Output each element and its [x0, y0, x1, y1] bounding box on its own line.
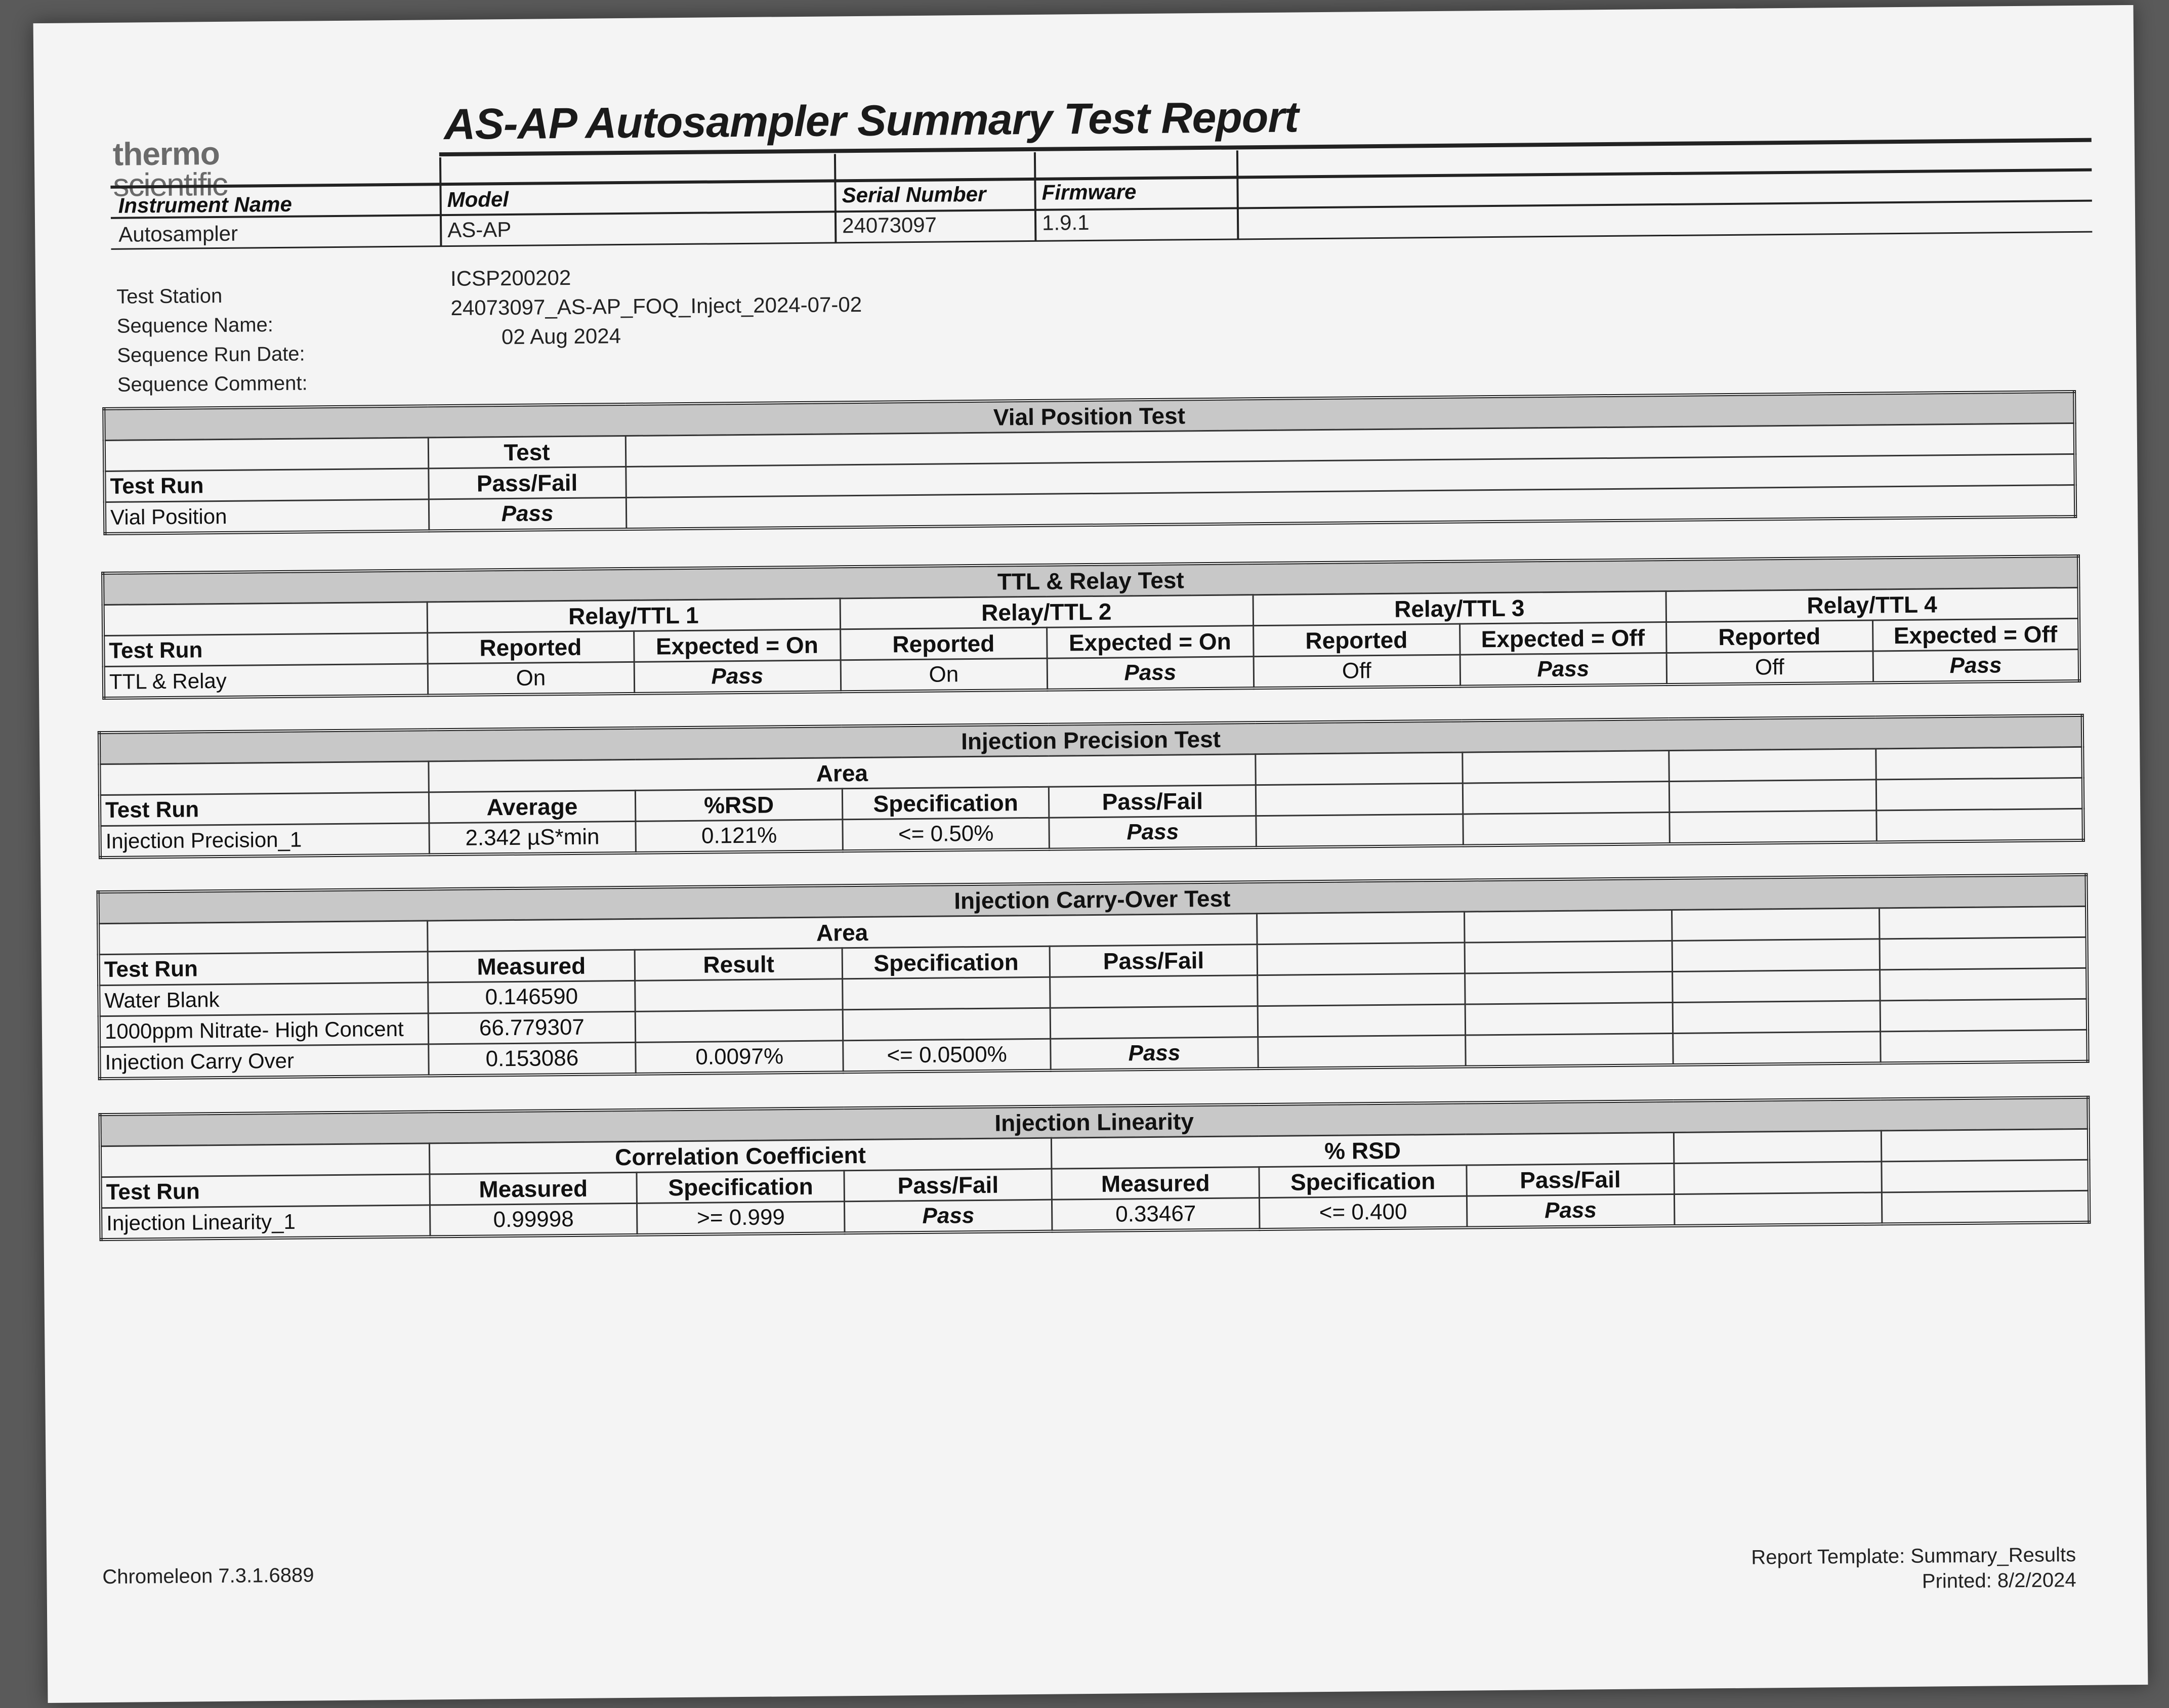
carryover-empty-col: [1258, 1035, 1466, 1069]
header-divider-2: [834, 154, 837, 243]
vial-row-name: Vial Position: [105, 499, 429, 534]
thermo-scientific-logo: [112, 135, 228, 203]
carryover-empty-col: [1672, 908, 1879, 941]
carryover-header-measured: Measured: [428, 950, 635, 983]
carryover-empty-col: [1672, 939, 1880, 972]
ttl-sub-8: Expected = Off: [1872, 618, 2079, 651]
ttl-cell-4: Pass: [1047, 657, 1254, 690]
carryover-header-testrun: Test Run: [99, 952, 428, 986]
precision-row-rsd: 0.121%: [636, 820, 843, 853]
ttl-row-name: TTL & Relay: [104, 664, 428, 698]
carryover-row-spec: [843, 977, 1050, 1010]
carryover-row-name: Injection Carry Over: [99, 1044, 429, 1079]
ttl-sub-3: Reported: [840, 627, 1047, 660]
linearity-sub-4: Measured: [1052, 1167, 1259, 1200]
carryover-empty-col: [1880, 968, 2087, 1001]
linearity-empty-col: [1882, 1190, 2089, 1224]
carryover-row-passfail: [1050, 1006, 1258, 1039]
ttl-cell-7: Off: [1666, 651, 1873, 685]
ttl-sub-6: Expected = Off: [1459, 622, 1666, 655]
carryover-header-blank: [98, 921, 428, 955]
ttl-header-testrun: Test Run: [103, 633, 428, 667]
sequence-run-date-value: 02 Aug 2024: [501, 324, 621, 349]
logo-line2: scientific: [113, 165, 228, 203]
carryover-row-result: 0.0097%: [636, 1041, 843, 1074]
linearity-sub-1: Measured: [429, 1172, 637, 1205]
carryover-empty-col: [1673, 1001, 1880, 1034]
carryover-empty-col: [1880, 999, 2088, 1032]
carryover-empty-col: [1465, 1002, 1673, 1035]
sequence-name-value: 24073097_AS-AP_FOQ_Inject_2024-07-02: [450, 292, 862, 320]
carryover-header-passfail: Pass/Fail: [1050, 945, 1257, 977]
sequence-name-label: Sequence Name:: [116, 314, 274, 337]
header-divider-3: [1034, 152, 1037, 241]
ttl-group-2: Relay/TTL 2: [840, 595, 1254, 629]
linearity-group-corr: Correlation Coefficient: [429, 1138, 1052, 1174]
report-page: [33, 5, 2148, 1703]
test-station-value: ICSP200202: [450, 265, 571, 290]
printed-date: Printed: 8/2/2024: [1922, 1569, 2076, 1593]
carryover-empty-col: [1879, 906, 2087, 939]
ttl-header-blank: [103, 602, 428, 636]
ttl-cell-6: Pass: [1460, 653, 1667, 687]
precision-empty-col: [1256, 814, 1463, 847]
ttl-section-title: TTL & Relay Test: [103, 556, 2078, 605]
precision-row-average: 2.342 µS*min: [429, 821, 636, 855]
carryover-section-title: Injection Carry-Over Test: [98, 875, 2087, 924]
carryover-empty-col: [1880, 937, 2087, 970]
linearity-empty-col: [1674, 1192, 1882, 1226]
linearity-sub-6: Pass/Fail: [1467, 1163, 1674, 1196]
vial-header-test: Test: [428, 436, 626, 468]
carryover-row-measured: 66.779307: [428, 1011, 636, 1044]
precision-empty-col: [1462, 751, 1669, 784]
model-value: AS-AP: [447, 217, 512, 242]
linearity-sub-3: Pass/Fail: [844, 1169, 1052, 1202]
linearity-section-title: Injection Linearity: [100, 1097, 2088, 1146]
ttl-sub-1: Reported: [427, 631, 634, 664]
carryover-empty-col: [1257, 943, 1465, 975]
precision-header-rsd: %RSD: [635, 789, 842, 822]
ttl-cell-1: On: [428, 662, 635, 695]
carryover-empty-col: [1673, 1032, 1880, 1065]
precision-header-average: Average: [429, 790, 636, 823]
carryover-empty-col: [1464, 910, 1672, 943]
firmware-value: 1.9.1: [1041, 210, 1090, 235]
model-label: Model: [447, 187, 509, 212]
precision-header-passfail: Pass/Fail: [1049, 785, 1256, 818]
precision-empty-col: [1670, 780, 1876, 813]
injection-linearity-table: [98, 1096, 2091, 1241]
carryover-area-header: Area: [427, 914, 1257, 952]
report-title: AS-AP Autosampler Summary Test Report: [443, 93, 1299, 149]
firmware-label: Firmware: [1041, 180, 1137, 204]
vial-header-testrun: Test Run: [104, 468, 429, 502]
ttl-sub-7: Reported: [1666, 620, 1873, 653]
linearity-empty-col: [1674, 1131, 1881, 1164]
carryover-empty-col: [1258, 1004, 1465, 1037]
precision-header-blank: [99, 761, 429, 795]
serial-number-value: 24073097: [842, 212, 937, 238]
carryover-row-measured: 0.146590: [428, 980, 635, 1013]
precision-row-result: Pass: [1049, 816, 1256, 849]
linearity-empty-col: [1881, 1129, 2089, 1162]
precision-empty-col: [1876, 808, 2083, 842]
carryover-row-passfail: Pass: [1051, 1037, 1258, 1071]
precision-empty-col: [1256, 783, 1463, 816]
ttl-relay-table: [101, 554, 2081, 700]
ttl-sub-4: Expected = On: [1047, 626, 1254, 659]
linearity-group-rsd: % RSD: [1052, 1132, 1674, 1169]
carryover-header-spec: Specification: [842, 946, 1050, 979]
ttl-cell-2: Pass: [634, 660, 841, 694]
carryover-row-measured: 0.153086: [428, 1042, 636, 1076]
precision-header-spec: Specification: [842, 787, 1049, 820]
ttl-group-1: Relay/TTL 1: [427, 599, 841, 633]
linearity-empty-col: [1881, 1160, 2089, 1192]
linearity-empty-col: [1674, 1162, 1882, 1194]
carryover-empty-col: [1465, 941, 1672, 973]
ttl-cell-5: Off: [1254, 655, 1461, 688]
header-rule-bottom: [111, 231, 2092, 250]
carryover-row-spec: [843, 1008, 1050, 1041]
linearity-header-testrun: Test Run: [100, 1174, 430, 1208]
precision-row-spec: <= 0.50%: [843, 818, 1050, 851]
vial-position-table: [102, 390, 2077, 535]
carryover-row-result: [635, 979, 843, 1012]
instrument-name-value: Autosampler: [118, 221, 238, 246]
sequence-comment-label: Sequence Comment:: [117, 372, 308, 396]
linearity-cell-3: Pass: [845, 1200, 1052, 1233]
carryover-row-name: 1000ppm Nitrate- High Concent: [99, 1013, 429, 1047]
injection-precision-table: [98, 714, 2085, 859]
linearity-cell-5: <= 0.400: [1259, 1196, 1467, 1229]
carryover-empty-col: [1257, 912, 1465, 945]
sequence-run-date-label: Sequence Run Date:: [117, 343, 305, 367]
linearity-cell-1: 0.99998: [430, 1203, 637, 1236]
precision-empty-col: [1463, 813, 1670, 846]
carryover-empty-col: [1880, 1030, 2088, 1063]
ttl-cell-3: On: [841, 658, 1048, 692]
carryover-empty-col: [1258, 973, 1465, 1006]
logo-line1: thermo: [112, 135, 220, 173]
carryover-empty-col: [1672, 970, 1880, 1003]
linearity-sub-2: Specification: [637, 1171, 844, 1204]
ttl-group-3: Relay/TTL 3: [1253, 591, 1666, 626]
precision-empty-col: [1876, 747, 2083, 780]
carryover-header-result: Result: [635, 948, 842, 981]
carryover-row-spec: <= 0.0500%: [843, 1039, 1051, 1072]
linearity-header-blank: [100, 1143, 430, 1177]
test-station-label: Test Station: [116, 284, 223, 308]
carryover-row-result: [636, 1010, 843, 1043]
ttl-sub-2: Expected = On: [634, 629, 841, 662]
precision-empty-col: [1669, 749, 1876, 782]
vial-section-title: Vial Position Test: [104, 392, 2074, 440]
precision-row-name: Injection Precision_1: [100, 823, 429, 858]
precision-section-title: Injection Precision Test: [99, 715, 2082, 764]
carryover-row-name: Water Blank: [99, 983, 428, 1016]
vial-header-blank: [104, 438, 429, 472]
carryover-empty-col: [1466, 1033, 1673, 1066]
vial-header-passfail: Pass/Fail: [428, 466, 626, 499]
linearity-cell-4: 0.33467: [1052, 1198, 1260, 1231]
precision-empty-col: [1256, 752, 1463, 785]
vial-row-result: Pass: [429, 497, 627, 531]
carryover-empty-col: [1465, 971, 1672, 1004]
precision-empty-col: [1463, 782, 1670, 815]
ttl-sub-5: Reported: [1253, 624, 1460, 657]
instrument-name-label: Instrument Name: [118, 192, 293, 218]
ttl-cell-8: Pass: [1873, 649, 2080, 682]
linearity-row-name: Injection Linearity_1: [101, 1205, 430, 1240]
linearity-sub-5: Specification: [1259, 1165, 1467, 1198]
ttl-group-4: Relay/TTL 4: [1666, 587, 2079, 622]
precision-header-testrun: Test Run: [100, 792, 429, 826]
carryover-row-passfail: [1050, 975, 1258, 1008]
serial-number-label: Serial Number: [842, 182, 986, 207]
linearity-cell-6: Pass: [1467, 1194, 1674, 1227]
header-divider-4: [1236, 150, 1239, 239]
precision-empty-col: [1670, 810, 1876, 844]
software-version: Chromeleon 7.3.1.6889: [102, 1564, 314, 1589]
precision-area-header: Area: [428, 754, 1256, 792]
linearity-cell-2: >= 0.999: [637, 1202, 845, 1235]
report-template: Report Template: Summary_Results: [1751, 1544, 2076, 1569]
header-divider-1: [439, 157, 442, 246]
precision-empty-col: [1876, 778, 2083, 810]
carryover-table: [97, 873, 2090, 1080]
